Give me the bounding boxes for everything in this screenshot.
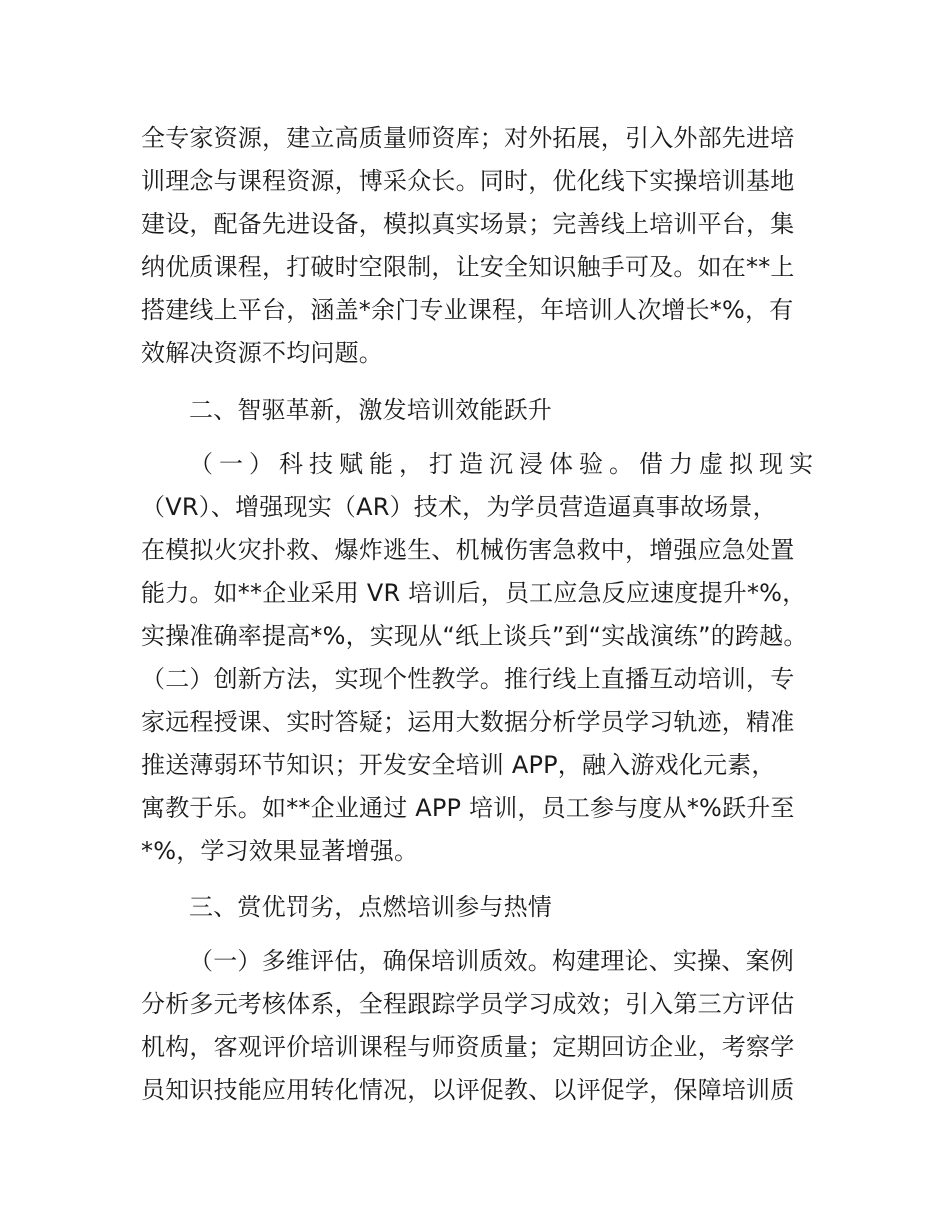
text-line: 全专家资源，建立高质量师资库；对外拓展，引入外部先进培	[141, 124, 795, 152]
text-line: 家远程授课、实时答疑；运用大数据分析学员学习轨迹，精准	[141, 708, 795, 736]
text-line: 纳优质课程，打破时空限制，让安全知识触手可及。如在**上	[141, 253, 795, 281]
text-line: （一）科技赋能，打造沉浸体验。借力虚拟现实	[189, 450, 819, 478]
text-line: 训理念与课程资源，博采众长。同时，优化线下实操培训基地	[141, 167, 795, 195]
text-line: （VR）、增强现实（AR）技术，为学员营造逼真事故场景，	[141, 493, 777, 521]
text-line: 能力。如**企业采用 VR 培训后，员工应急反应速度提升*%，	[141, 579, 807, 607]
text-line: （一）多维评估，确保培训质效。构建理论、实操、案例	[189, 947, 794, 975]
text-line: *%，学习效果显著增强。	[141, 837, 419, 865]
text-line: 搭建线上平台，涵盖*余门专业课程，年培训人次增长*%，有	[141, 296, 794, 324]
text-line: （二）创新方法，实现个性教学。推行线上直播互动培训，专	[141, 665, 795, 693]
section-heading: 二、智驱革新，激发培训效能跃升	[189, 396, 552, 424]
text-line: 分析多元考核体系，全程跟踪学员学习成效；引入第三方评估	[141, 990, 795, 1018]
text-line: 在模拟火灾扑救、爆炸逃生、机械伤害急救中，增强应急处置	[141, 536, 795, 564]
text-line: 寓教于乐。如**企业通过 APP 培训，员工参与度从*%跃升至	[141, 794, 795, 822]
text-line: 机构，客观评价培训课程与师资质量；定期回访企业，考察学	[141, 1033, 795, 1061]
section-heading: 三、赏优罚劣，点燃培训参与热情	[189, 893, 552, 921]
text-line: 员知识技能应用转化情况，以评促教、以评促学，保障培训质	[141, 1076, 795, 1104]
text-line: 实操准确率提高*%，实现从“纸上谈兵”到“实战演练”的跨越。	[141, 622, 808, 650]
text-line: 建设，配备先进设备，模拟真实场景；完善线上培训平台，集	[141, 210, 795, 238]
text-line: 推送薄弱环节知识；开发安全培训 APP，融入游戏化元素，	[141, 751, 776, 779]
text-line: 效解决资源不均问题。	[141, 339, 383, 367]
